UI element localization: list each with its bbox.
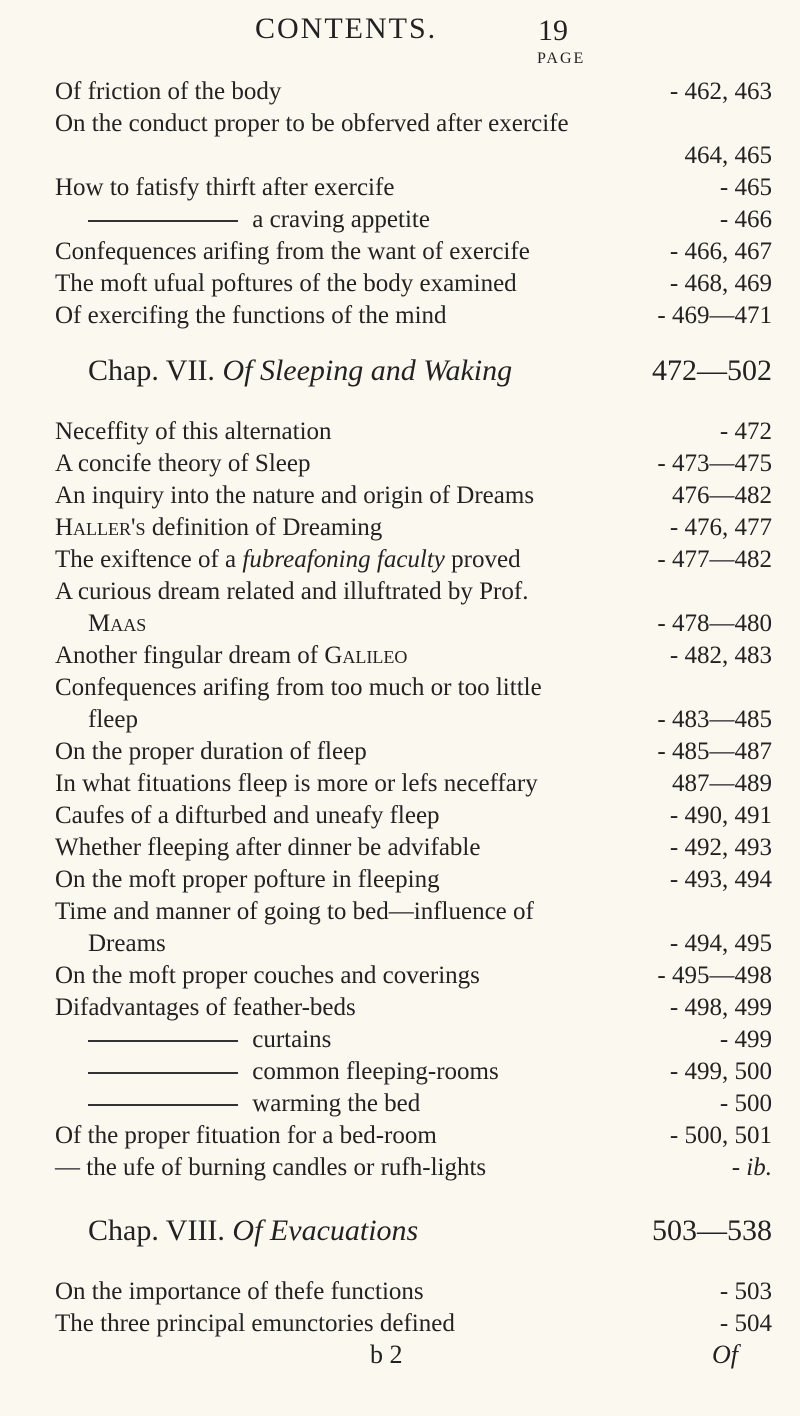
entry-title-italic: fubreafoning faculty	[242, 546, 445, 573]
entry-pages: - 478—480	[657, 610, 772, 637]
entry-pages: - 492, 493	[669, 834, 772, 861]
entry-title: Time and manner of going to bed—influence of	[55, 898, 534, 925]
chapter-heading	[88, 352, 772, 390]
signature-mark: b 2	[370, 1340, 403, 1369]
entry-title: fleep	[88, 706, 138, 733]
ditto-dash	[88, 1040, 238, 1042]
running-head	[0, 12, 800, 52]
entry-title: Of friction of the body	[55, 78, 282, 105]
entry-title: An inquiry into the nature and origin of Dreams	[55, 482, 535, 509]
toc-entry	[88, 1088, 772, 1120]
entry-title: On the conduct proper to be obferved after exercife	[55, 110, 569, 137]
toc-entry	[55, 448, 772, 480]
entry-title: Caufes of a difturbed and uneafy fleep	[55, 802, 440, 829]
entry-title: Neceffity of this alternation	[55, 418, 332, 445]
entry-pages: - 490, 491	[669, 802, 772, 829]
entry-title: Dreams	[88, 930, 166, 957]
toc-entry	[55, 640, 772, 672]
entry-title: Of the proper fituation for a bed-room	[55, 1122, 437, 1149]
toc-entry	[55, 1276, 772, 1308]
running-title: CONTENTS.	[255, 12, 438, 45]
toc-entry	[55, 832, 772, 864]
toc-entry	[55, 268, 772, 300]
chapter-label: Chap. VIII.	[88, 1214, 225, 1247]
ditto-dash	[88, 1104, 238, 1106]
page-column-label: PAGE	[537, 50, 586, 67]
entry-pages: - 466	[719, 206, 772, 233]
toc-entry	[88, 204, 772, 236]
entry-title: Confequences arifing from too much or too little	[55, 674, 542, 701]
entry-pages: - 465	[719, 174, 772, 201]
chapter-label: Chap. VII.	[88, 354, 215, 387]
entry-pages: 487—489	[672, 770, 772, 797]
entry-title: The three principal emunctories defined	[55, 1310, 455, 1337]
toc-entry	[55, 800, 772, 832]
chapter-title: Of Evacuations	[232, 1214, 419, 1247]
entry-pages: - 462, 463	[669, 78, 772, 105]
entry-title-rest: definition of Dreaming	[145, 514, 383, 541]
toc-entry	[55, 960, 772, 992]
catchword: Of	[712, 1340, 738, 1369]
entry-title: A curious dream related and illuftrated by Prof.	[55, 578, 529, 605]
toc-entry	[88, 608, 772, 640]
entry-pages: - 477—482	[657, 546, 772, 573]
page-footer	[0, 1340, 800, 1376]
entry-pages: - 476, 477	[669, 514, 772, 541]
entry-title: The moft ufual poftures of the body examined	[55, 270, 517, 297]
entry-pages: - 469—471	[657, 302, 772, 329]
entry-title: Confequences arifing from the want of exercife	[55, 238, 530, 265]
entry-pages: - 500, 501	[669, 1122, 772, 1149]
chapter-title: Of Sleeping and Waking	[222, 354, 513, 387]
entry-title	[55, 544, 521, 576]
entry-title: Of exercifing the functions of the mind	[55, 302, 447, 329]
toc-entry	[55, 992, 772, 1024]
toc-entry	[55, 1152, 772, 1184]
entry-pages: - 495—498	[657, 962, 772, 989]
entry-title: curtains	[252, 1026, 332, 1053]
entry-pages: - 466, 467	[669, 238, 772, 265]
entry-pages: - 504	[719, 1310, 772, 1337]
entry-title-post: proved	[444, 546, 521, 573]
entry-pages: - 499	[719, 1026, 772, 1053]
entry-title: A concife theory of Sleep	[55, 450, 311, 477]
ditto-dash	[88, 1072, 238, 1074]
entry-pages: - 485—487	[657, 738, 772, 765]
toc-entry	[55, 108, 772, 140]
entry-pages: - 472	[719, 418, 772, 445]
entry-title	[55, 640, 407, 672]
toc-entry	[55, 896, 772, 928]
toc-entry	[55, 236, 772, 268]
entry-pages: - 500	[719, 1090, 772, 1117]
entry-title: How to fatisfy thirft after exercife	[55, 174, 395, 201]
chapter-pages: 472—502	[652, 354, 772, 387]
toc-entry	[88, 1024, 772, 1056]
entry-title: warming the bed	[252, 1090, 421, 1117]
entry-title: On the importance of thefe functions	[55, 1278, 424, 1305]
ditto-dash	[88, 220, 238, 222]
toc-entry	[55, 576, 772, 608]
entry-pages: 464, 465	[684, 142, 772, 169]
entry-pages: - 468, 469	[669, 270, 772, 297]
chapter-pages: 503—538	[652, 1214, 772, 1247]
entry-title: In what fituations fleep is more or lefs neceffary	[55, 770, 538, 797]
toc-entry	[55, 736, 772, 768]
toc-entry	[55, 544, 772, 576]
entry-pages: - 473—475	[657, 450, 772, 477]
author-name: Haller's	[55, 514, 146, 541]
toc-entry	[55, 672, 772, 704]
entry-pages: - ib.	[731, 1154, 772, 1181]
entry-title: On the proper duration of fleep	[55, 738, 367, 765]
toc-entry	[55, 480, 772, 512]
toc-entry	[88, 928, 772, 960]
toc-entry	[55, 76, 772, 108]
entry-title: common fleeping-rooms	[252, 1058, 499, 1085]
toc-entry	[55, 1308, 772, 1340]
toc-entry	[88, 1056, 772, 1088]
toc-entry	[55, 172, 772, 204]
toc-entry	[55, 864, 772, 896]
entry-pages: - 482, 483	[669, 642, 772, 669]
entry-pages: - 493, 494	[669, 866, 772, 893]
author-name: Galileo	[324, 642, 408, 669]
entry-pages: - 494, 495	[669, 930, 772, 957]
toc-entry	[55, 512, 772, 544]
entry-title: — the ufe of burning candles or rufh-lights	[55, 1154, 487, 1181]
toc-entry	[55, 1120, 772, 1152]
entry-title: Whether fleeping after dinner be advifable	[55, 834, 481, 861]
entry-title: Difadvantages of feather-beds	[55, 994, 356, 1021]
entry-pages: - 498, 499	[669, 994, 772, 1021]
entry-pages: - 503	[719, 1278, 772, 1305]
toc-entry	[55, 300, 772, 332]
entry-title	[55, 512, 382, 544]
entry-pages: 476—482	[672, 482, 772, 509]
toc-entry	[55, 416, 772, 448]
entry-title-pre: Another fingular dream of	[55, 642, 325, 669]
entry-title-pre: The exiftence of a	[55, 546, 243, 573]
author-name: Maas	[88, 610, 147, 637]
entry-pages: - 499, 500	[669, 1058, 772, 1085]
entry-title: a craving appetite	[252, 206, 430, 233]
toc-entry	[55, 768, 772, 800]
entry-pages: - 483—485	[657, 706, 772, 733]
chapter-heading	[88, 1212, 772, 1250]
entry-title: On the moft proper pofture in fleeping	[55, 866, 440, 893]
entry-title: On the moft proper couches and coverings	[55, 962, 480, 989]
page-number: 19	[538, 14, 568, 47]
toc-entry	[88, 704, 772, 736]
